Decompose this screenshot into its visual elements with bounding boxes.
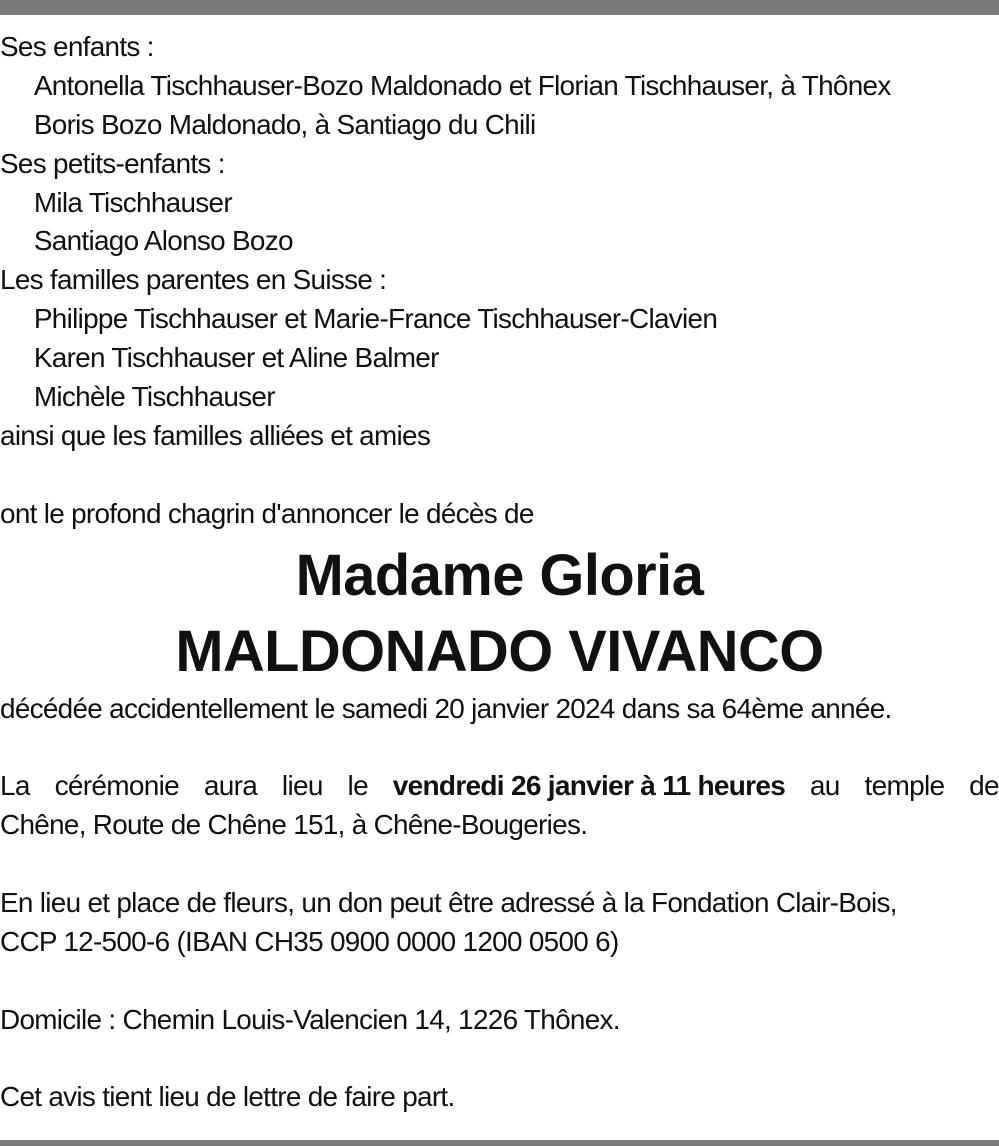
child-name: Antonella Tischhauser-Bozo Maldonado et Florian Tischhauser, à Thônex [33,69,891,101]
ceremony-word: temple [864,770,945,802]
deceased-name-line1: Madame Gloria [295,542,704,608]
closing-line: Cet avis tient lieu de lettre de faire part. [0,1081,455,1113]
obituary-notice [0,28,999,1117]
death-notice: décédée accidentellement le samedi 20 janvier 2024 dans sa 64ème année. [0,692,892,724]
bottom-rule [0,1140,999,1146]
announcement-text: ont le profond chagrin d'annoncer le décès de [0,497,534,529]
donation-line1: En lieu et place de fleurs, un don peut être adressé à la Fondation Clair-Bois, [0,887,897,919]
child-name: Boris Bozo Maldonado, à Santiago du Chili [33,108,536,140]
grandchild-name: Mila Tischhauser [33,186,232,218]
grandchild-name: Santiago Alonso Bozo [33,225,293,257]
relatives-heading: Les familles parentes en Suisse : [0,264,387,296]
grandchildren-heading: Ses petits-enfants : [0,147,225,179]
ceremony-word: lieu [281,770,323,802]
deceased-name-line2: MALDONADO VIVANCO [175,618,824,684]
donation-line2: CCP 12-500-6 (IBAN CH35 0900 0000 1200 0500 6) [0,925,619,957]
allies-line: ainsi que les familles alliées et amies [0,419,431,451]
ceremony-line2: Chêne, Route de Chêne 151, à Chêne-Bougeries. [0,809,588,841]
domicile-line: Domicile : Chemin Louis-Valencien 14, 1226 Thônex. [0,1003,620,1035]
top-rule [0,0,999,15]
ceremony-line1 [0,767,999,806]
relative-name: Karen Tischhauser et Aline Balmer [33,342,439,374]
children-heading: Ses enfants : [0,31,154,62]
ceremony-date-time: vendredi 26 janvier à 11 heures [392,770,786,802]
ceremony-word: le [347,770,368,802]
ceremony-word: cérémonie [54,770,180,802]
ceremony-word: au [809,770,840,802]
ceremony-word: de [969,770,999,802]
relative-name: Michèle Tischhauser [33,381,275,413]
ceremony-word: aura [203,770,258,802]
relative-name: Philippe Tischhauser et Marie-France Tischhauser-Clavien [33,303,718,335]
ceremony-word: La [0,770,30,802]
